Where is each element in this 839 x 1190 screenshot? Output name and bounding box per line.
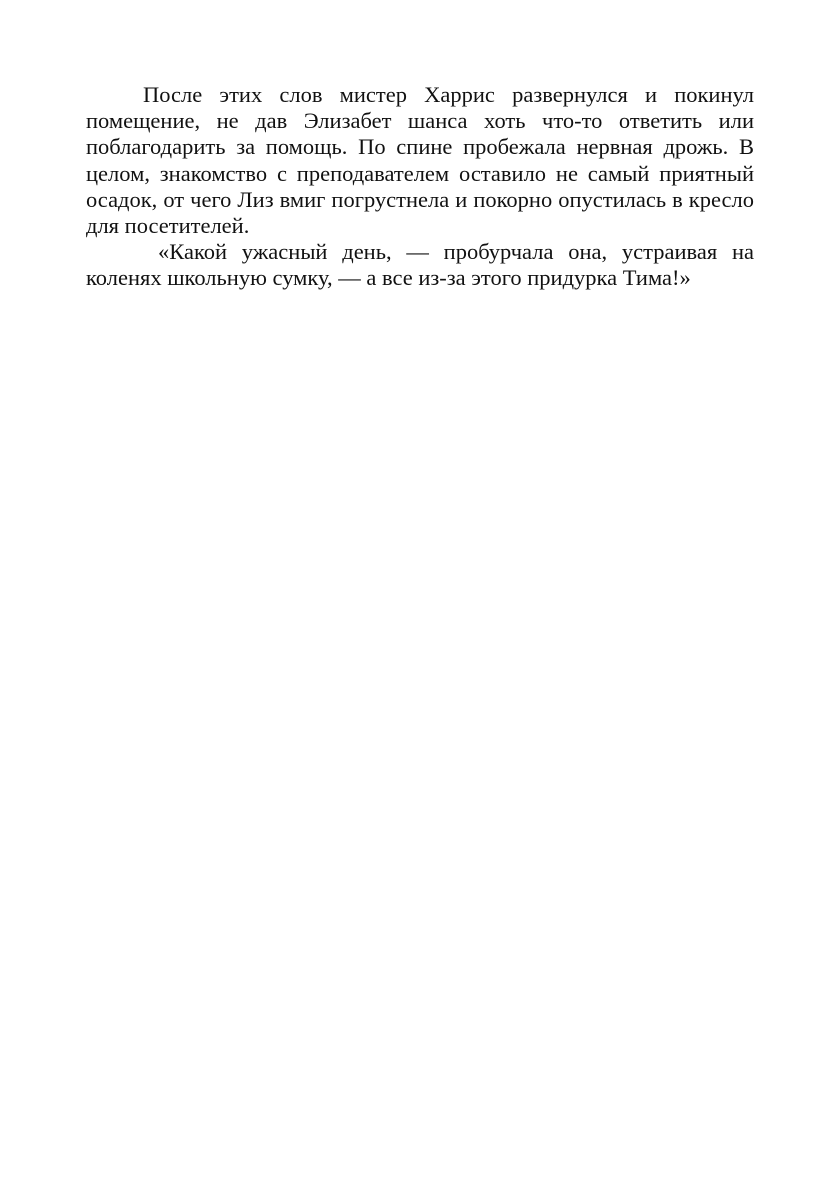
- paragraph-2-dialogue: «Какой ужасный день, — пробурчала она, устраивая на коленях школьную сумку, — а все из-за этого придурка Тима!»: [86, 239, 754, 291]
- paragraph-1: После этих слов мистер Харрис развернулся и покинул помещение, не дав Элизабет шанса хоть что-то ответить или поблагодарить за помощь. По спине пробежала нервная дрожь. В целом, знакомство с преподавателем оставило не самый приятный осадок, от чего Лиз вмиг погрустнела и покорно опустилась в кресло для посетителей.: [86, 82, 754, 239]
- text-body: [86, 82, 754, 292]
